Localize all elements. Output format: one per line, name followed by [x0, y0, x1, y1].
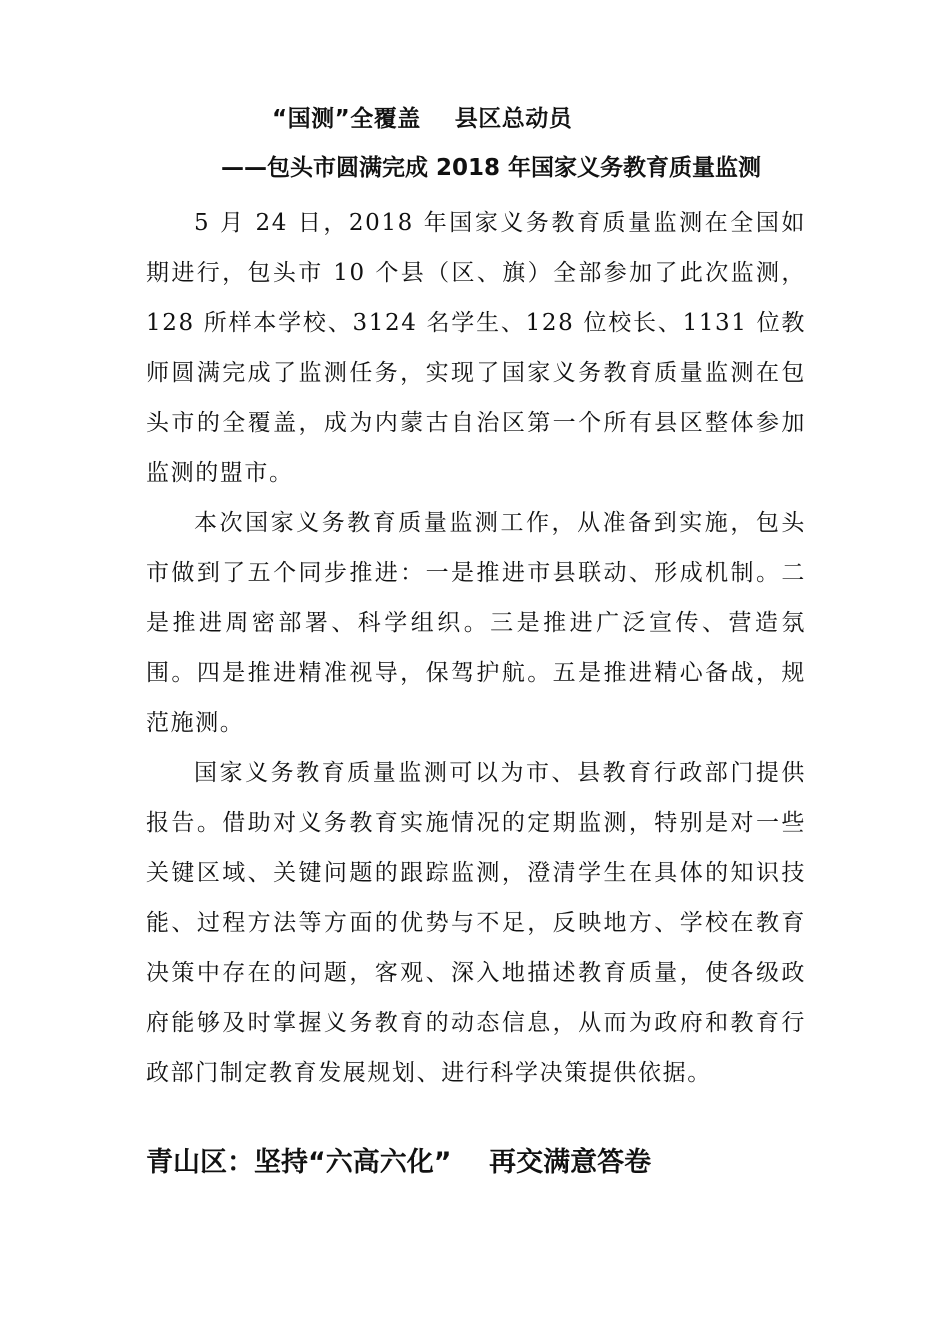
article-paragraph: 国家义务教育质量监测可以为市、县教育行政部门提供报告。借助对义务教育实施情况的定期监测，特别是对一些关键区域、关键问题的跟踪监测，澄清学生在具体的知识技能、过程方法等方面的优势与不足，反映地方、学校在教育决策中存在的问题，客观、深入地描述教育质量，使各级政府能够及时掌握义务教育的动态信息，从而为政府和教育行政部门制定教育发展规划、进行科学决策提供依据。: [146, 760, 806, 1086]
article-paragraph: 本次国家义务教育质量监测工作，从准备到实施，包头市做到了五个同步推进：一是推进市县联动、形成机制。二是推进周密部署、科学组织。三是推进广泛宣传、营造氛围。四是推进精准视导，保驾护航。五是推进精心备战，规范施测。: [146, 510, 806, 736]
article-body: [146, 198, 806, 1098]
section-heading: 青山区：坚持“六高六化” 再交满意答卷: [146, 1147, 652, 1178]
article-paragraph: 5 月 24 日，2018 年国家义务教育质量监测在全国如期进行，包头市 10 个县（区、旗）全部参加了此次监测，128 所样本学校、3124 名学生、128 位校长、1131 位教师圆满完成了监测任务，实现了国家义务教育质量监测在包头市的全覆盖，成为内蒙古自治区第一个所有县区整体参加监测的盟市。: [146, 210, 806, 486]
article-subtitle: ——包头市圆满完成 2018 年国家义务教育质量监测: [221, 155, 762, 181]
article-title: “国测”全覆盖 县区总动员: [272, 106, 573, 132]
